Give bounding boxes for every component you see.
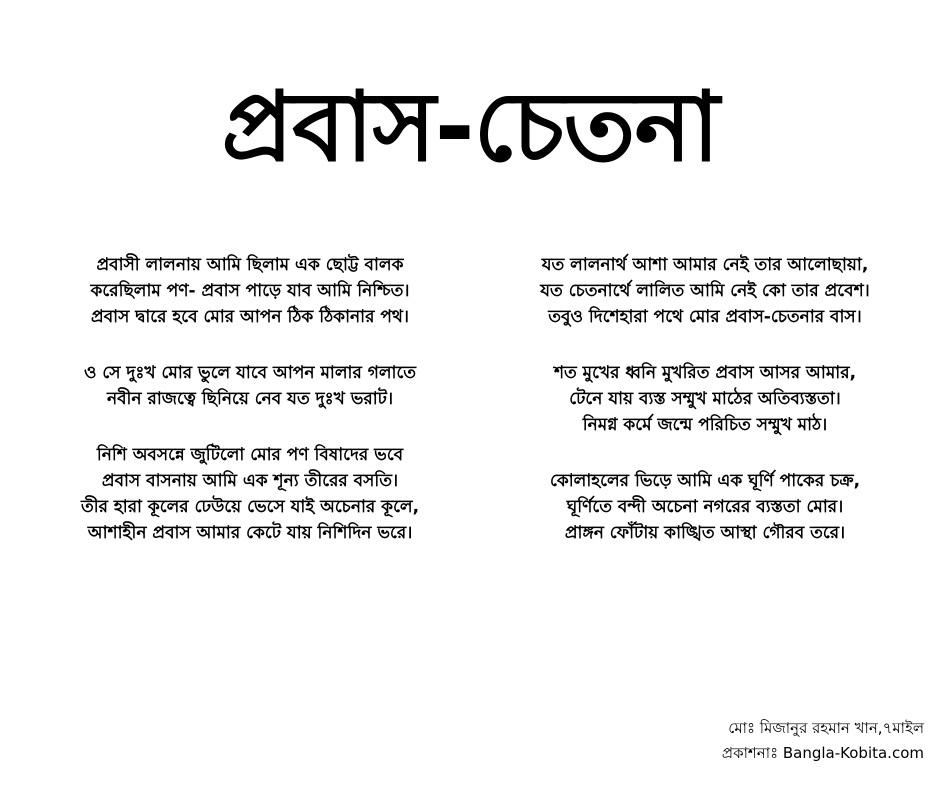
poem-line: যত লালনার্থ আশা আমার নেই তার আলোছায়া, — [541, 255, 869, 275]
poem-line: টেনে যায় ব্যস্ত সম্মুখ মাঠের অতিব্যস্ততা। — [569, 389, 841, 409]
poem-line: যত চেতনার্থে লালিত আমি নেই কো তার প্রবেশ। — [540, 281, 870, 301]
stanza — [485, 360, 925, 438]
poem-line: প্রবাস দ্বারে হবে মোর আপন ঠিক ঠিকানার পথ। — [91, 307, 409, 327]
poem-line: নবীন রাজত্বে ছিনিয়ে নেব যত দুঃখ ভরাট। — [106, 389, 394, 409]
stanza — [30, 442, 470, 546]
poem-line: প্রবাস বাসনায় আমি এক শূন্য তীরের বসতি। — [101, 471, 399, 491]
left-column — [30, 252, 470, 576]
poem-line: নিশি অবসন্নে জুটিলো মোর পণ বিষাদের ভবে — [96, 445, 404, 465]
poem-line: ঘূর্ণিতে বন্দী অচেনা নগরের ব্যস্ততা মোর। — [566, 497, 844, 517]
poem-title: প্রবাস-চেতনা — [221, 71, 719, 183]
poem-line: কোলাহলের ভিড়ে আমি এক ঘূর্ণি পাকের চক্র, — [549, 471, 861, 491]
stanza — [30, 252, 470, 330]
author-credit: মোঃ মিজানুর রহমান খান,৭মাইল — [728, 719, 924, 737]
right-column — [485, 252, 925, 576]
poem-line: প্রবাসী লালনায় আমি ছিলাম এক ছোট্ট বালক — [96, 255, 404, 275]
credits — [722, 716, 924, 766]
publisher-credit: প্রকাশনাঃ Bangla-Kobita.com — [721, 744, 924, 762]
poem-line: শত মুখের ধ্বনি মুখরিত প্রবাস আসর আমার, — [553, 363, 857, 383]
poem-line: আশাহীন প্রবাস আমার কেটে যায় নিশিদিন ভরে। — [87, 523, 413, 543]
stanza — [485, 468, 925, 546]
poem-line: নিমগ্ন কর্মে জন্মে পরিচিত সম্মুখ মাঠ। — [582, 415, 828, 435]
stanza — [485, 252, 925, 330]
poem-line: ও সে দুঃখ মোর ভুলে যাবে আপন মালার গলাতে — [83, 363, 417, 383]
stanza — [30, 360, 470, 412]
poem-line: প্রাঙ্গন ফোঁটায় কাঙ্খিত আস্থা গৌরব তরে। — [564, 523, 846, 543]
poem-line: তবুও দিশেহারা পথে মোর প্রবাস-চেতনার বাস। — [548, 307, 862, 327]
poem-line: তীর হারা কূলের ঢেউয়ে ভেসে যাই অচেনার কূলে, — [80, 497, 420, 517]
poem-line: করেছিলাম পণ- প্রবাস পাড়ে যাব আমি নিশ্চিত। — [90, 281, 410, 301]
